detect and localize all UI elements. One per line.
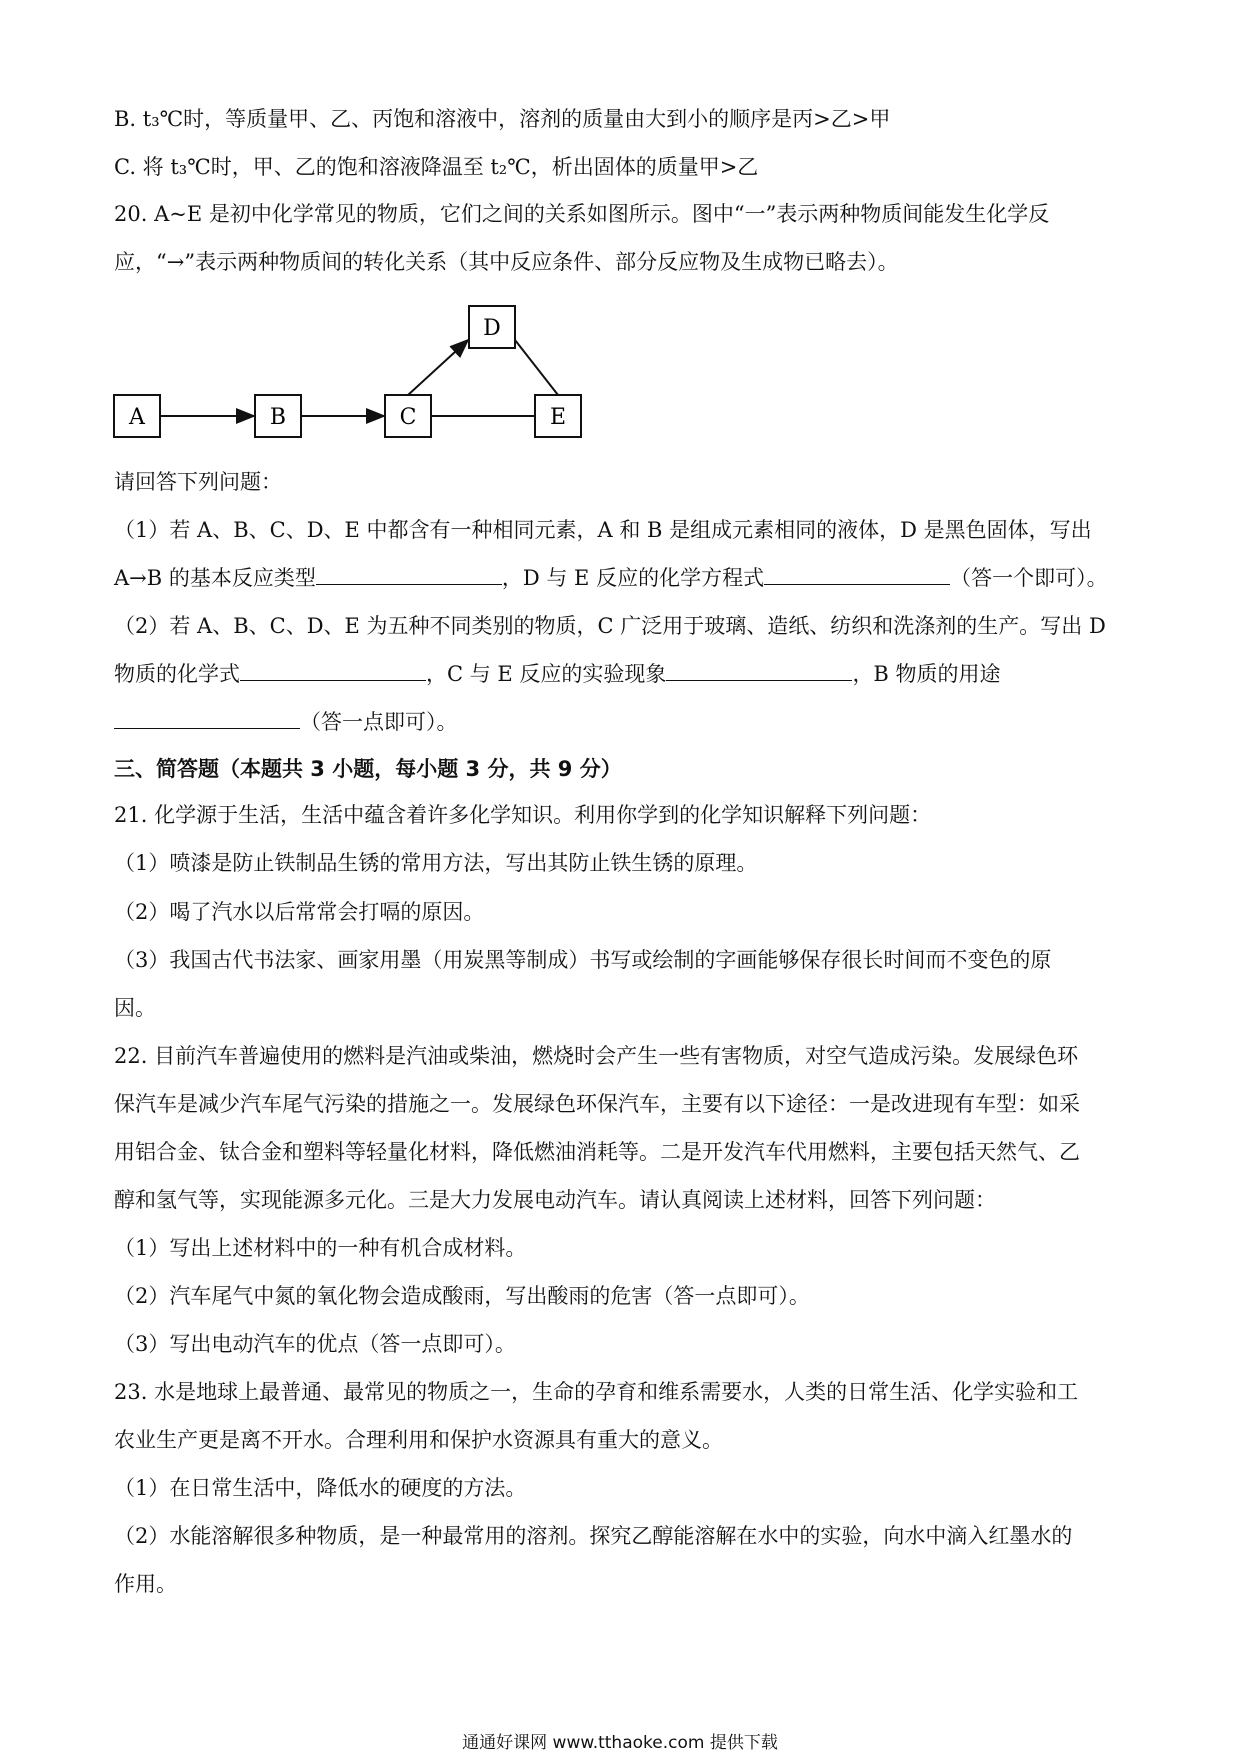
question-21: 21. 化学源于生活，生活中蕴含着许多化学知识。利用你学到的化学知识解释下列问题： <box>114 803 932 827</box>
node-e-label: E <box>549 405 567 430</box>
q20-1-text-a: A→B 的基本反应类型 <box>114 566 316 590</box>
question-22-line3: 用铝合金、钛合金和塑料等轻量化材料，降低燃油消耗等。二是开发汽车代用燃料，主要包括天然气、乙 <box>114 1140 1080 1164</box>
question-20-2-line3 <box>114 707 458 737</box>
question-21-1: （1）喷漆是防止铁制品生锈的常用方法，写出其防止铁生锈的原理。 <box>114 851 758 875</box>
question-23-2-line1: （2）水能溶解很多种物质，是一种最常用的溶剂。探究乙醇能溶解在水中的实验，向水中滴入红墨水的 <box>114 1524 1073 1548</box>
section-3-heading: 三、简答题（本题共 3 小题，每小题 3 分，共 9 分） <box>114 757 622 781</box>
question-23-2-line2: 作用。 <box>114 1572 177 1596</box>
answer-blank-reaction-type[interactable] <box>316 564 502 585</box>
node-c-label: C <box>399 405 417 430</box>
question-22-1: （1）写出上述材料中的一种有机合成材料。 <box>114 1236 527 1260</box>
question-22-2: （2）汽车尾气中氮的氧化物会造成酸雨，写出酸雨的危害（答一点即可）。 <box>114 1284 810 1308</box>
question-20-line2: 应，“→”表示两种物质间的转化关系（其中反应条件、部分反应物及生成物已略去）。 <box>114 250 899 274</box>
question-20-2-line2 <box>114 659 1001 689</box>
question-23-line2: 农业生产更是离不开水。合理利用和保护水资源具有重大的意义。 <box>114 1428 723 1452</box>
question-20-line1: 20. A~E 是初中化学常见的物质，它们之间的关系如图所示。图中“一”表示两种物质间能发生化学反 <box>114 202 1050 226</box>
q20-2-text-c: ，B 物质的用途 <box>852 662 1001 686</box>
footer-source: 通通好课网 www.tthaoke.com 提供下载 <box>462 1733 778 1753</box>
question-22-line1: 22. 目前汽车普遍使用的燃料是汽油或柴油，燃烧时会产生一些有害物质，对空气造成污染。发展绿色环 <box>114 1044 1079 1068</box>
question-21-3-line2: 因。 <box>114 996 156 1020</box>
question-22-line2: 保汽车是减少汽车尾气污染的措施之一。发展绿色环保汽车，主要有以下途径：一是改进现有车型：如采 <box>114 1092 1080 1116</box>
question-20-2-line1: （2）若 A、B、C、D、E 为五种不同类别的物质，C 广泛用于玻璃、造纸、纺织和洗涤剂的生产。写出 D <box>114 614 1106 638</box>
arrow-c-to-d <box>408 340 468 395</box>
q20-2-text-b: ，C 与 E 反应的实验现象 <box>426 662 667 686</box>
question-23-line1: 23. 水是地球上最普通、最常见的物质之一，生命的孕育和维系需要水，人类的日常生活、化学实验和工 <box>114 1380 1079 1404</box>
question-22-line4: 醇和氢气等，实现能源多元化。三是大力发展电动汽车。请认真阅读上述材料，回答下列问题： <box>114 1188 996 1212</box>
option-c: C. 将 t₃℃时，甲、乙的饱和溶液降温至 t₂℃，析出固体的质量甲>乙 <box>114 155 759 179</box>
relation-diagram <box>100 296 600 446</box>
option-b: B. t₃℃时，等质量甲、乙、丙饱和溶液中，溶剂的质量由大到小的顺序是丙>乙>甲 <box>114 107 891 131</box>
question-21-3-line1: （3）我国古代书法家、画家用墨（用炭黑等制成）书写或绘制的字画能够保存很长时间而不变色的原 <box>114 948 1052 972</box>
question-20-1-line2 <box>114 563 1108 593</box>
question-22-3: （3）写出电动汽车的优点（答一点即可）。 <box>114 1332 516 1356</box>
q20-1-text-c: （答一个即可）。 <box>950 566 1108 590</box>
prompt-answer: 请回答下列问题： <box>114 470 282 494</box>
question-20-1-line1: （1）若 A、B、C、D、E 中都含有一种相同元素，A 和 B 是组成元素相同的液体，D 是黑色固体，写出 <box>114 518 1092 542</box>
node-a-label: A <box>129 405 145 430</box>
node-b-label: B <box>269 405 287 430</box>
question-21-2: （2）喝了汽水以后常常会打嗝的原因。 <box>114 900 485 924</box>
answer-blank-formula[interactable] <box>240 660 426 681</box>
node-d-label: D <box>483 316 501 341</box>
q20-2-text-a: 物质的化学式 <box>114 662 240 686</box>
answer-blank-equation[interactable] <box>764 564 950 585</box>
answer-blank-use[interactable] <box>114 708 300 729</box>
line-d-e <box>515 340 558 395</box>
question-23-1: （1）在日常生活中，降低水的硬度的方法。 <box>114 1476 527 1500</box>
answer-blank-phenomenon[interactable] <box>666 660 852 681</box>
q20-1-text-b: ，D 与 E 反应的化学方程式 <box>501 566 765 590</box>
q20-2-text-d: （答一点即可）。 <box>300 710 458 734</box>
